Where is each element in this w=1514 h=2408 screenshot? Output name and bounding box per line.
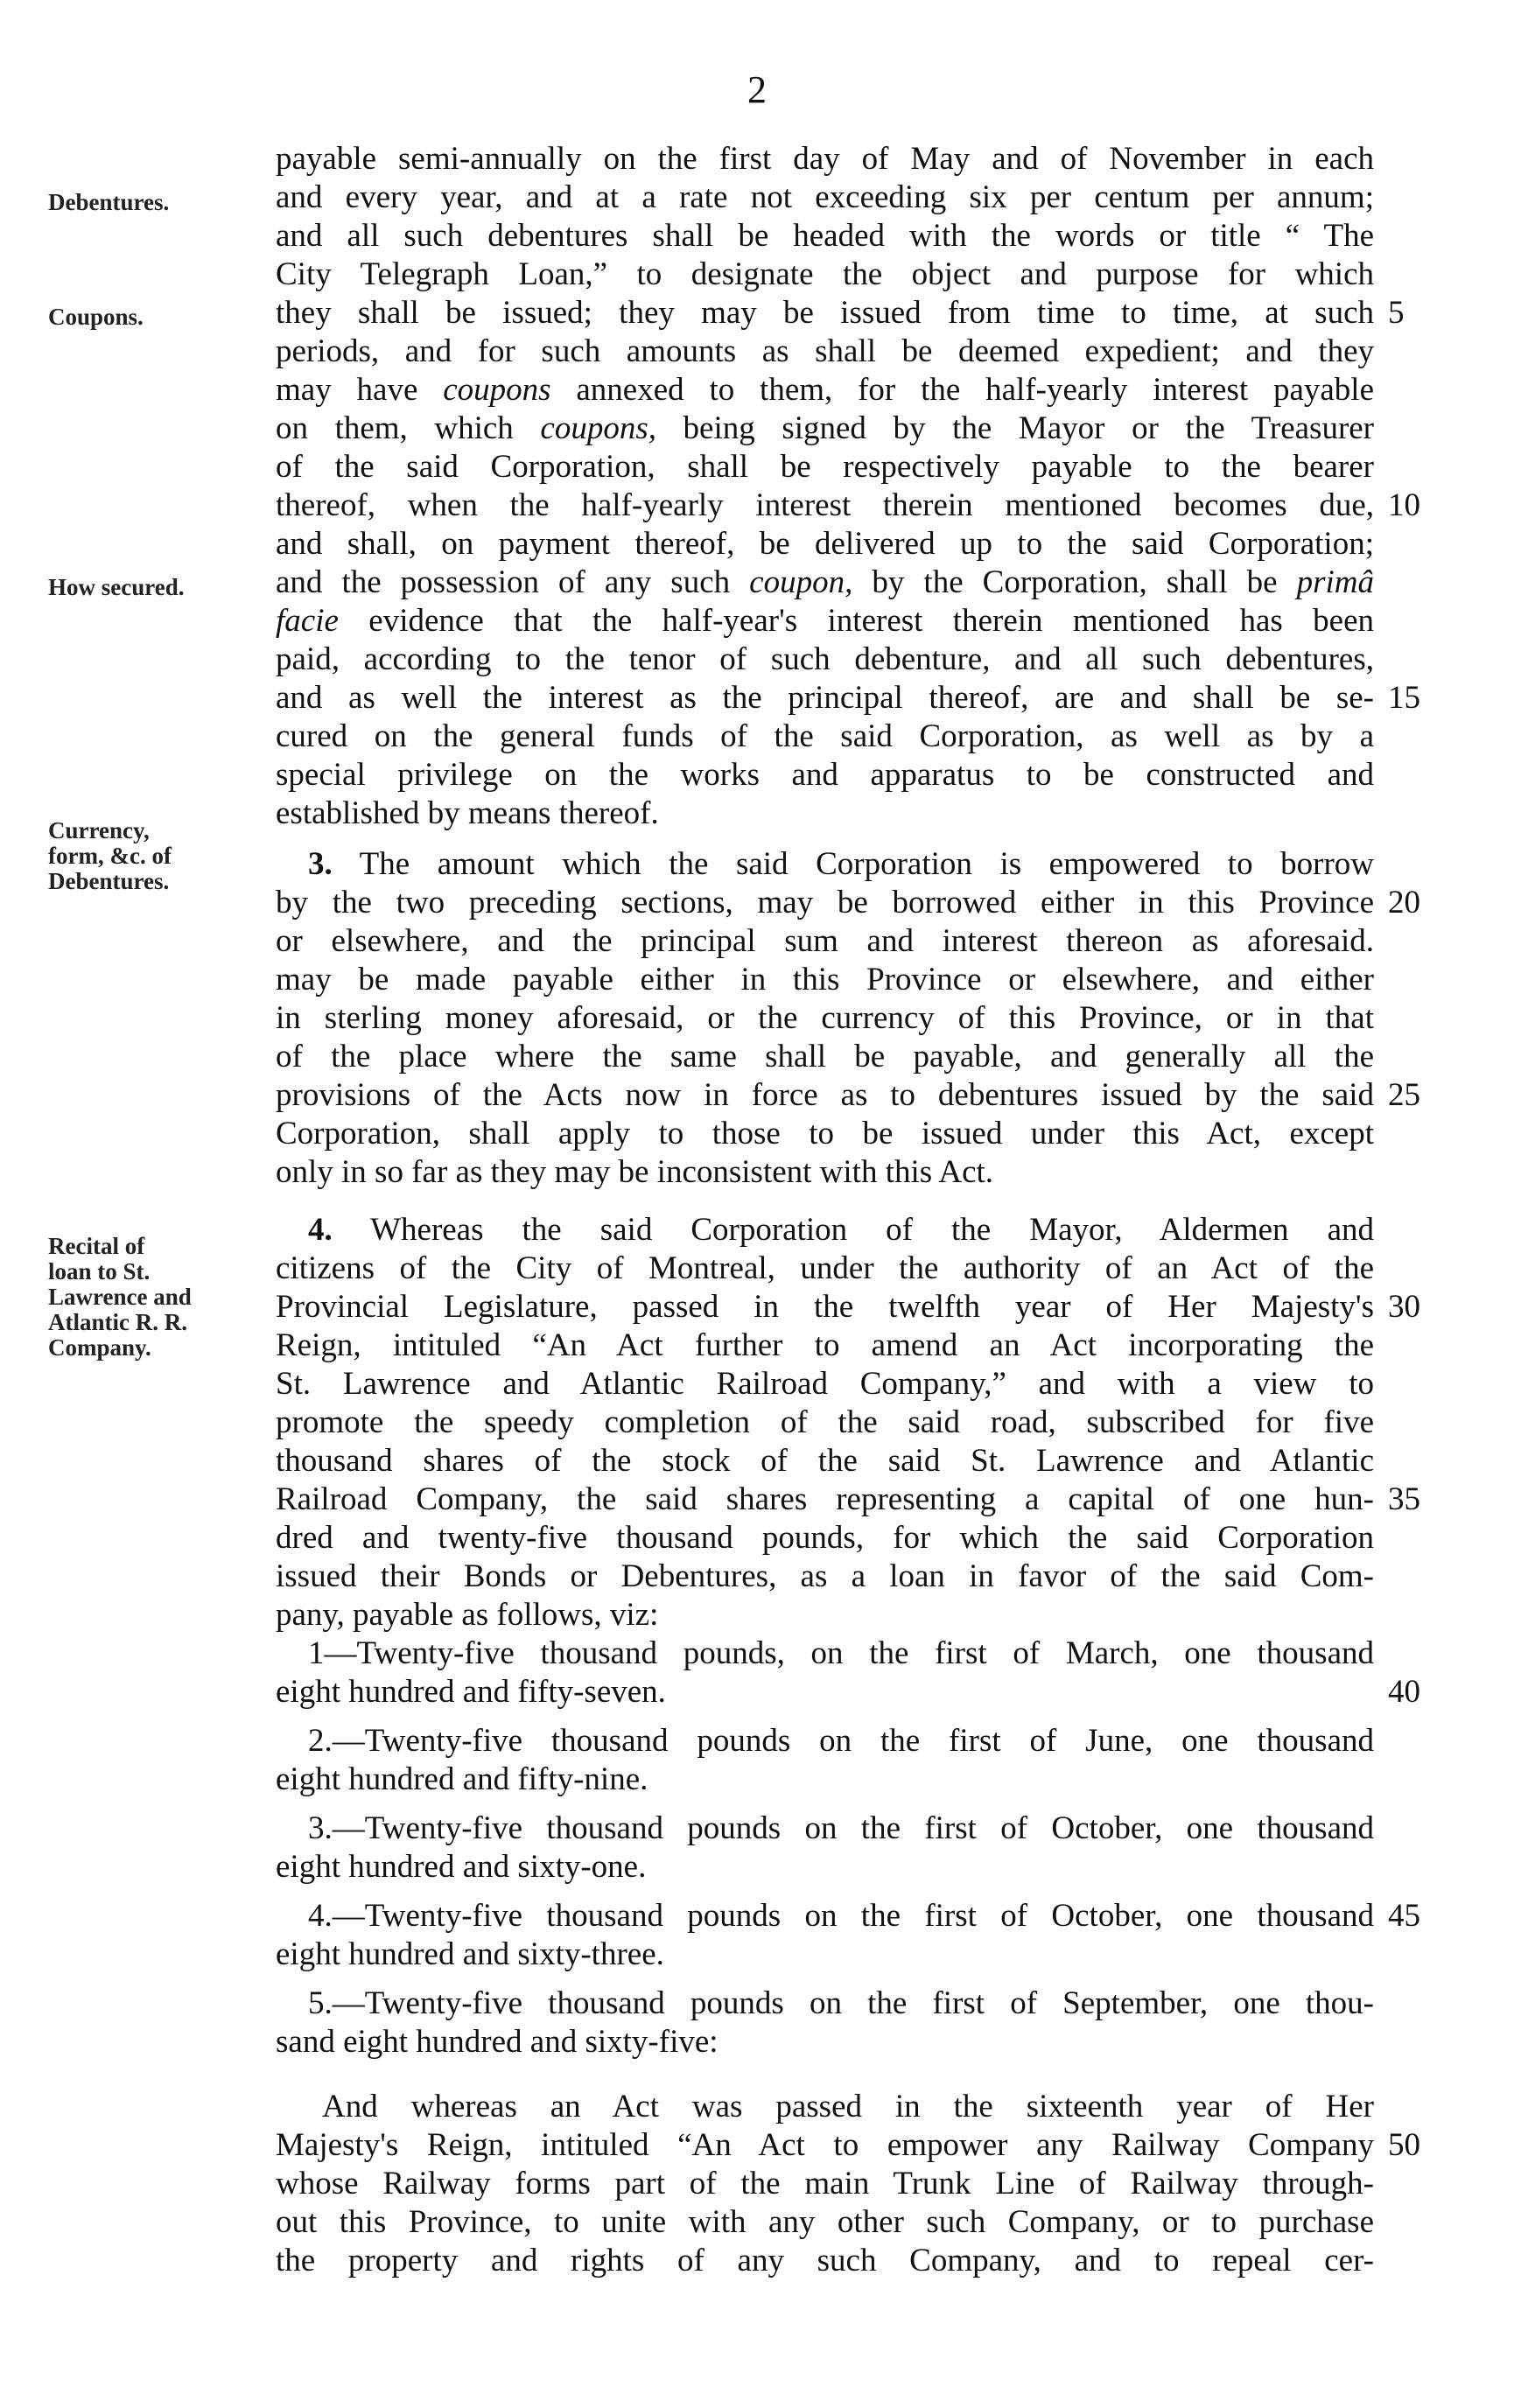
line-number: 5 <box>1388 295 1405 331</box>
text-line: and every year, and at a rate not exceeding six per centum per annum; <box>276 179 1374 215</box>
text-line: of the said Corporation, shall be respectively payable to the bearer <box>276 449 1374 485</box>
text-line: eight hundred and fifty-nine. <box>276 1761 648 1797</box>
text-line: Majesty's Reign, intituled “An Act to empower any Railway Company <box>276 2127 1374 2163</box>
text-line: and shall, on payment thereof, be delivered up to the said Corporation; <box>276 526 1374 562</box>
text-line: St. Lawrence and Atlantic Railroad Company,” and with a view to <box>276 1366 1374 1402</box>
margin-note: Currency, form, &c. of Debentures. <box>48 817 172 894</box>
text-line: and the possession of any such coupon, by the Corporation, shall be primâ <box>276 564 1374 600</box>
line-number: 30 <box>1388 1289 1420 1325</box>
margin-note: Recital of loan to St. Lawrence and Atlantic R. R. Company. <box>48 1233 192 1361</box>
text-line: facie evidence that the half-year's interest therein mentioned has been <box>276 603 1374 639</box>
margin-note: Coupons. <box>48 304 144 330</box>
text-line: Railroad Company, the said shares representing a capital of one hun- <box>276 1481 1374 1517</box>
text-line: periods, and for such amounts as shall be deemed expedient; and they <box>276 333 1374 369</box>
line-number: 40 <box>1388 1674 1420 1710</box>
text-line: out this Province, to unite with any other such Company, or to purchase <box>276 2204 1374 2240</box>
text-line: special privilege on the works and apparatus to be constructed and <box>276 757 1374 793</box>
text-line: 5.—Twenty-five thousand pounds on the first of September, one thou- <box>308 1985 1374 2021</box>
text-line: established by means thereof. <box>276 795 659 831</box>
text-line: Provincial Legislature, passed in the twelfth year of Her Majesty's <box>276 1289 1374 1325</box>
text-line: cured on the general funds of the said Corporation, as well as by a <box>276 718 1374 754</box>
text-line: issued their Bonds or Debentures, as a loan in favor of the said Com- <box>276 1558 1374 1594</box>
margin-note: How secured. <box>48 574 185 600</box>
line-number: 20 <box>1388 885 1420 920</box>
text-line: 3.—Twenty-five thousand pounds on the first of October, one thousand <box>308 1810 1374 1846</box>
text-line: pany, payable as follows, viz: <box>276 1597 659 1633</box>
text-line: only in so far as they may be inconsistent with this Act. <box>276 1154 994 1190</box>
text-line: they shall be issued; they may be issued from time to time, at such <box>276 295 1374 331</box>
text-line: provisions of the Acts now in force as to debentures issued by the said <box>276 1077 1374 1113</box>
line-number: 15 <box>1388 680 1420 716</box>
margin-note: Debentures. <box>48 189 170 215</box>
text-line: 2.—Twenty-five thousand pounds on the first of June, one thousand <box>308 1723 1374 1759</box>
line-number: 10 <box>1388 487 1420 523</box>
text-line: dred and twenty-five thousand pounds, for which the said Corporation <box>276 1520 1374 1556</box>
text-line: citizens of the City of Montreal, under the authority of an Act of the <box>276 1250 1374 1286</box>
text-line: eight hundred and sixty-one. <box>276 1849 647 1885</box>
text-line: eight hundred and fifty-seven. <box>276 1674 666 1710</box>
text-line: Reign, intituled “An Act further to amend an Act incorporating the <box>276 1327 1374 1363</box>
line-number: 50 <box>1388 2127 1420 2163</box>
text-line: paid, according to the tenor of such debenture, and all such debentures, <box>276 641 1374 677</box>
text-line: Corporation, shall apply to those to be issued under this Act, except <box>276 1116 1374 1152</box>
text-line: in sterling money aforesaid, or the currency of this Province, or in that <box>276 1000 1374 1036</box>
text-line: of the place where the same shall be payable, and generally all the <box>276 1039 1374 1074</box>
text-line: whose Railway forms part of the main Trunk Line of Railway through- <box>276 2166 1374 2202</box>
text-line: on them, which coupons, being signed by the Mayor or the Treasurer <box>276 410 1375 446</box>
text-line: 3. The amount which the said Corporation is empowered to borrow <box>308 846 1374 882</box>
line-number: 45 <box>1388 1898 1420 1934</box>
line-number: 35 <box>1388 1481 1420 1517</box>
text-line: may be made payable either in this Province or elsewhere, and either <box>276 962 1374 998</box>
text-line: And whereas an Act was passed in the sixteenth year of Her <box>322 2089 1374 2124</box>
text-line: or elsewhere, and the principal sum and interest thereon as aforesaid. <box>276 923 1374 959</box>
text-line: 4.—Twenty-five thousand pounds on the first of October, one thousand <box>308 1898 1374 1934</box>
text-line: thousand shares of the stock of the said St. Lawrence and Atlantic <box>276 1443 1374 1479</box>
text-line: City Telegraph Loan,” to designate the object and purpose for which <box>276 256 1374 292</box>
text-line: sand eight hundred and sixty-five: <box>276 2024 718 2060</box>
line-number: 25 <box>1388 1077 1420 1113</box>
text-line: thereof, when the half-yearly interest therein mentioned becomes due, <box>276 487 1374 523</box>
text-line: payable semi-annually on the first day of May and of November in each <box>276 141 1374 177</box>
page-number: 2 <box>747 68 767 111</box>
text-line: and all such debentures shall be headed with the words or title “ The <box>276 218 1374 254</box>
text-line: eight hundred and sixty-three. <box>276 1936 664 1972</box>
text-line: the property and rights of any such Company, and to repeal cer- <box>276 2243 1374 2278</box>
text-line: and as well the interest as the principal thereof, are and shall be se- <box>276 680 1374 716</box>
text-line: 4. Whereas the said Corporation of the Mayor, Aldermen and <box>308 1212 1374 1248</box>
text-line: may have coupons annexed to them, for the half-yearly interest payable <box>276 372 1374 408</box>
text-line: promote the speedy completion of the said road, subscribed for five <box>276 1404 1374 1440</box>
text-line: 1—Twenty-five thousand pounds, on the first of March, one thousand <box>308 1635 1374 1671</box>
text-line: by the two preceding sections, may be borrowed either in this Province <box>276 885 1374 920</box>
